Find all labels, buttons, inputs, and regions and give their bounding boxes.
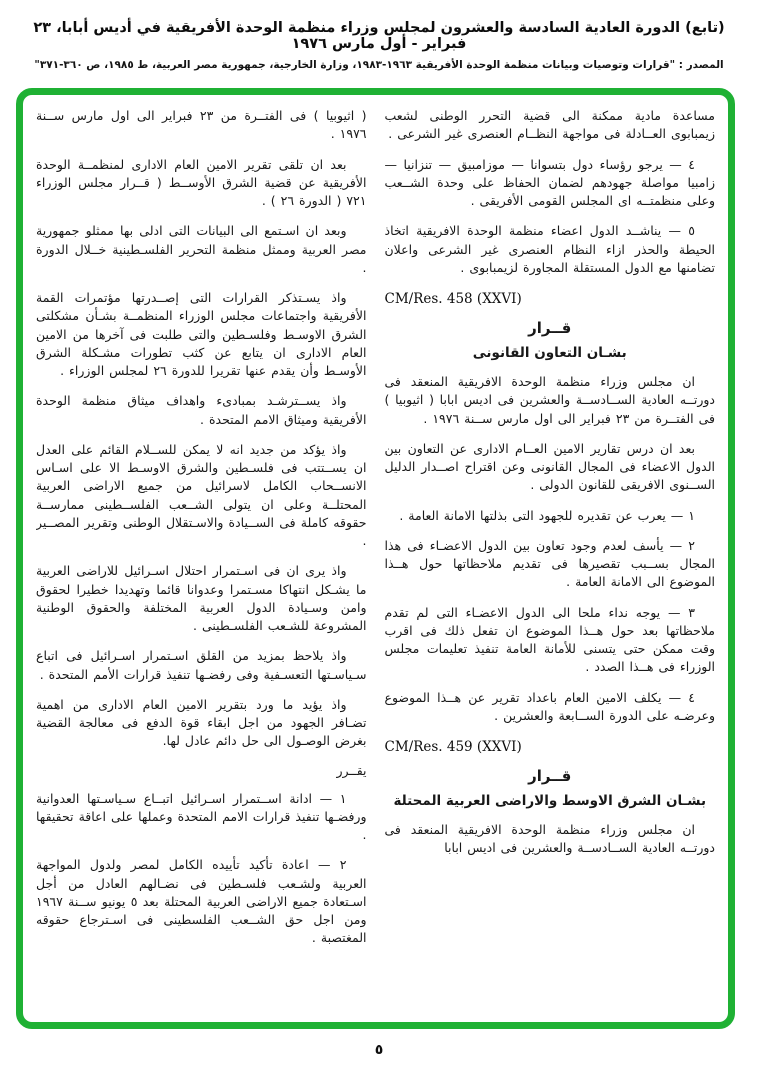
paragraph: ٤ — يرجو رؤساء دول بتسوانا — موزامبيق — تنزانيا — زامبيا مواصلة جهودهم لضمان الحفاظ على وحدة الشــعب وعلى منظمتــه اى المجلس القومى الأفريقى .: [384, 156, 715, 208]
paragraph: ٢ — اعادة تأكيد تأييده الكامل لمصر ولدول المواجهة العربية ولشـعب فلسـطين فى نضـالهم العادل من أجل اسـتعادة جميع الاراضى العربية المحتلة بعد ٥ يونيو ســنة ١٩٦٧ ومن اجل حق الشــعب الفلسطينى فى اسـترجاع حقوقه المغتصبة .: [36, 857, 367, 946]
paragraph: واذ يرى ان فى اسـتمرار احتلال اسـرائيل للاراضى العربية ما يشـكل انتهاكا مسـتمرا وعدوانا قائما وتهديدا خطيرا لحقوق وامن وسـيادة الدول العربية المختلفة والحقوق الوطنية المشروعة للشـعب الفلسـطينى .: [36, 563, 367, 633]
paragraph: ان مجلس وزراء منظمة الوحدة الافريقية المنعقد فى دورتــه العادية الســادســة والعشرين فى اديس ابابا: [384, 822, 715, 856]
paragraph: وبعد ان اسـتمع الى البيانات التى ادلى بها ممثلو جمهورية مصر العربية وممثل منظمة التحرير الفلسـطينية خــلال الدورة .: [36, 223, 367, 275]
paragraph: ٢ — يأسف لعدم وجود تعاون بين الدول الاعضـاء فى هذا المجال بســبب تقصيرها فى تقديم ملاحظاتها حول هــذا الموضوع الى الامانة العامة .: [384, 537, 715, 590]
text-columns: [36, 107, 715, 1012]
paragraph: واذ يســترشـد بمبادىء واهداف ميثاق منظمة الوحدة الأفريقية وميثاق الامم المتحدة .: [36, 393, 367, 427]
paragraph: ١ — ادانة اســتمرار اسـرائيل اتبــاع سـياسـتها العدوانية ورفضـها تنفيذ قرارات الامم المتحدة وعملها على اعاقة تحقيقها .: [36, 790, 367, 842]
resolution-id: CM/Res. 459 (XXVI): [384, 739, 522, 755]
column-left: [36, 107, 367, 1012]
paragraph: بعد ان تلقى تقرير الامين العام الادارى لمنظمــة الوحدة الأفريقية عن قضية الشرق الأوســط ( قــرار مجلس الوزراء ٧٢١ ( الدورة ٢٦ ) .: [36, 156, 367, 208]
resolution-heading: قــرار: [528, 767, 572, 785]
column-right: [385, 107, 716, 1012]
document-frame: [16, 88, 735, 1029]
paragraph: واذ يؤيد ما ورد بتقرير الامين العام الادارى من اهمية تضـافر الجهود من اجل ابقاء قوة الدفع فى معالجة القضية بغرض الوصـول الى حل دائم عادل لها.: [36, 696, 367, 749]
paragraph: ٥ — يناشــد الدول اعضاء منظمة الوحدة الافريقية اتخاذ الحيطة والحذر ازاء النظام العنصرى غير الشرعى واعلان تضامنها مع الدول المستقلة المجاورة لزيمبابوى .: [384, 223, 715, 275]
resolution-subject: بشـان التعاون القانونى: [472, 345, 627, 361]
paragraph: ان مجلس وزراء منظمة الوحدة الافريقية المنعقد فى دورتــه العادية الســادســة والعشرين فى اديس ابابا ( اثيوبيا ) فى الفتــرة من ٢٣ فبراير الى اول مارس ســنة ١٩٧٦ .: [384, 374, 715, 426]
resolution-subject: بشـان الشرق الاوسط والاراضى العربية المحتلة: [393, 793, 707, 809]
paragraph: ( اثيوبيا ) فى الفتــرة من ٢٣ فبراير الى اول مارس ســنة ١٩٧٦ .: [36, 108, 367, 142]
page-header: [0, 20, 758, 71]
source-citation: المصدر : "قرارات وتوصيات وبيانات منظمة الوحدة الأفريقية ١٩٦٣-١٩٨٣، وزارة الخارجية، جمهورية مصر العربية، ط ١٩٨٥، ص ٣٦٠-٣٧١": [34, 59, 724, 71]
decides-word: يقــرر: [336, 762, 367, 778]
paragraph: واذ يلاحظ بمزيد من القلق اسـتمرار اسـرائيل فى اتباع سـياسـتها التعسـفية وفى رفضـها تنفيذ قرارات الأمم المتحدة .: [36, 648, 367, 682]
paragraph: ٤ — يكلف الامين العام باعداد تقرير عن هــذا الموضوع وعرضـه على الدورة الســابعة والعشرين .: [384, 689, 715, 723]
session-title: (تابع) الدورة العادية السادسة والعشرون لمجلس وزراء منظمة الوحدة الأفريقية في أديس أبابا، ٢٣ فبراير - أول مارس ١٩٧٦: [33, 20, 725, 52]
paragraph: ١ — يعرب عن تقديره للجهود التى بذلتها الامانة العامة .: [399, 507, 695, 523]
resolution-heading: قــرار: [528, 319, 572, 337]
paragraph: مساعدة مادية ممكنة الى قضية التحرر الوطنى لشعب زيمبابوى العــادلة فى مواجهة النظــام العنصرى غير الشرعى .: [384, 108, 715, 142]
paragraph: واذ يؤكد من جديد انه لا يمكن للســلام القائم على العدل ان يســتتب فى فلسـطين والشرق الاوسـط الا على اسـاس الانســحاب الكامل لاسرائيل من جميع الاراضى العربية المحتلــة وعلى ان يتولى الشــعب الفلســطينى ممارســة حقوقه كاملة فى الســيادة والاسـتقلال الوطنى وتقرير المصــير .: [36, 441, 367, 548]
page-number: ٥: [374, 1042, 384, 1058]
resolution-id: CM/Res. 458 (XXVI): [384, 291, 522, 307]
paragraph: واذ يسـتذكر القرارات التى إصــدرتها مؤتمرات القمة الأفريقية واجتماعات مجلس الوزراء المنظمــة بشـأن مشكلتى الشرق الاوسـط وفلسـطين والتى طلبت فى آخرها من الامين العام الادارى ان يتابع عن كثب تطورات مشـكلة الشرق الأوسـط وأن يقدم عنها تقريرا للدورة ٢٦ لمجلس الوزراء .: [36, 290, 367, 378]
paragraph: بعد ان درس تقارير الامين العــام الادارى عن التعاون بين الدول الاعضاء فى المجال القانونى وعن اقتراح اصــدار الدليل الســنوى الافريقى للقانون الدولى .: [384, 440, 715, 493]
paragraph: ٣ — يوجه نداء ملحا الى الدول الاعضـاء التى لم تقدم ملاحظاتها بعد حول هــذا الموضوع ان تفعل ذلك فى اقرب وقت ممكن حتى يتسنى للأمانة العامة تنفيذ تعليمات مجلس الوزراء فى هــذا الصدد .: [384, 604, 715, 675]
